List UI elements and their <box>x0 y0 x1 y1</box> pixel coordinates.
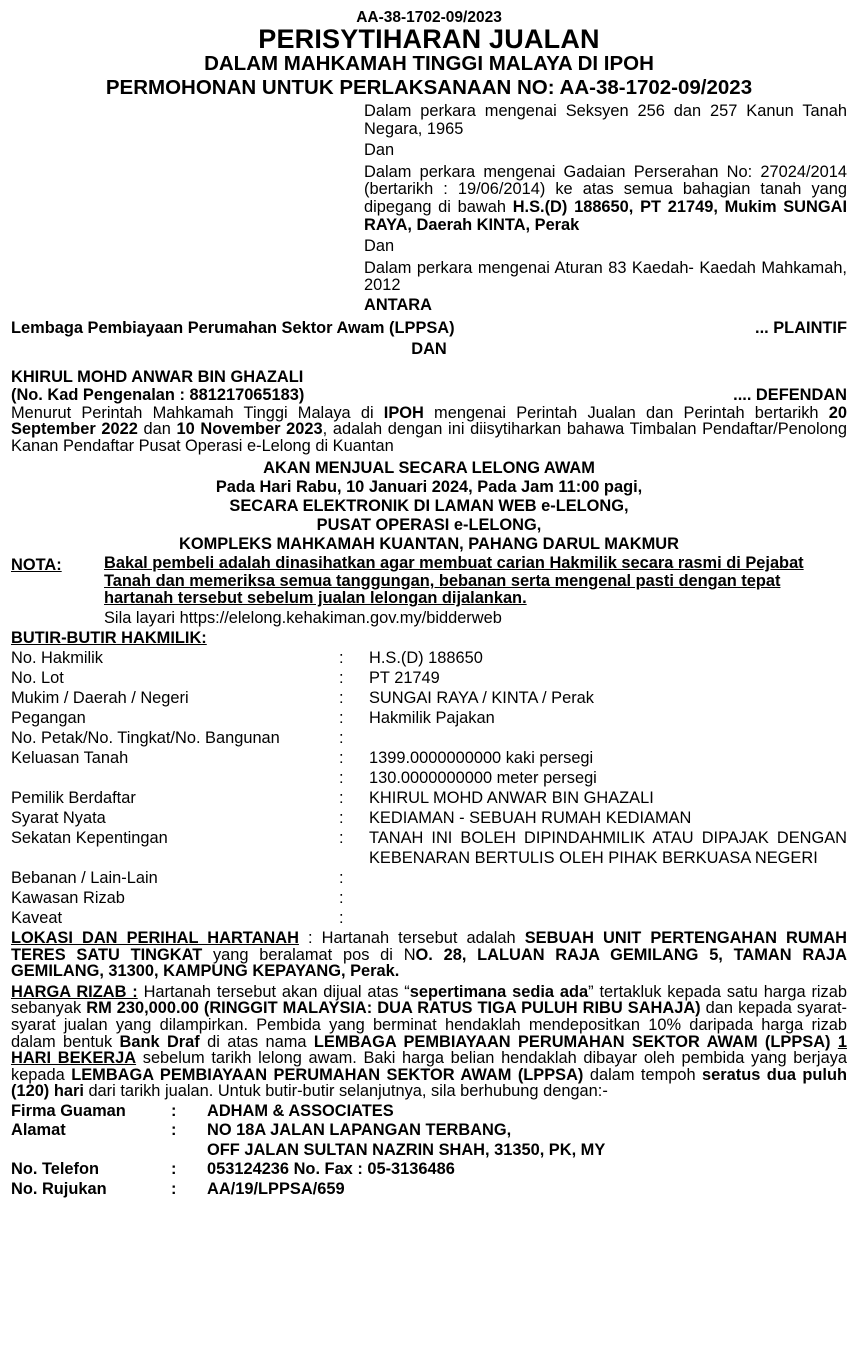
defendant-row <box>11 386 847 404</box>
contact-row-firm: Firma Guaman : ADHAM & ASSOCIATES <box>11 1102 605 1122</box>
contact-row-phone: No. Telefon : 053124236 No. Fax : 05-3136486 <box>11 1160 605 1180</box>
title-detail-value <box>369 908 847 928</box>
title-detail-value: TANAH INI BOLEH DIPINDAHMILIK ATAU DIPAJAK DENGAN KEBENARAN BERTULIS OLEH PIHAK BERKUASA NEGERI <box>369 828 847 867</box>
title-detail-key: Pegangan <box>11 708 86 727</box>
title-detail-row <box>11 828 847 868</box>
title-details-table <box>11 648 847 928</box>
nota-text: Bakal pembeli adalah dinasihatkan agar membuat carian Hakmilik secara rasmi di Pejabat Tanah dan memeriksa semua tanggungan, bebanan serta mengenal pasti dengan tepat hartanah tersebut sebelum jualan lelongan dijalankan. <box>104 554 804 608</box>
firm-phone: 053124236 No. Fax : 05-3136486 <box>207 1160 455 1179</box>
title-detail-colon: : <box>339 808 344 827</box>
title-detail-colon: : <box>339 788 344 807</box>
plaintiff-name: Lembaga Pembiayaan Perumahan Sektor Awam (LPPSA) <box>11 318 455 337</box>
sale-line-1: AKAN MENJUAL SECARA LELONG AWAM <box>263 459 595 478</box>
title-detail-key: No. Petak/No. Tingkat/No. Bangunan <box>11 728 280 747</box>
title-detail-colon: : <box>339 888 344 907</box>
firm-address: NO 18A JALAN LAPANGAN TERBANG, OFF JALAN SULTAN NAZRIN SHAH, 31350, PK, MY <box>207 1121 606 1159</box>
title-detail-value: 1399.0000000000 kaki persegi <box>369 748 594 767</box>
contact-row-address: Alamat : NO 18A JALAN LAPANGAN TERBANG, OFF JALAN SULTAN NAZRIN SHAH, 31350, PK, MY <box>11 1121 606 1159</box>
plaintiff-role: ... PLAINTIF <box>755 318 847 337</box>
title-detail-key: Kawasan Rizab <box>11 888 125 907</box>
title-detail-key: Syarat Nyata <box>11 808 106 827</box>
matter-gadaian: Dalam perkara mengenai Gadaian Perserahan No: 27024/2014 (bertarikh : 19/06/2014) ke atas semua bahagian tanah yang dipegang di bawah H.S.(D) 188650, PT 21749, Mukim SUNGAI RAYA, Daerah KINTA, Perak <box>364 162 847 234</box>
title-detail-value <box>369 868 847 888</box>
title-detail-row <box>11 908 847 928</box>
case-reference-top: AA-38-1702-09/2023 <box>356 9 502 26</box>
title-detail-row <box>11 728 847 748</box>
firm-name: ADHAM & ASSOCIATES <box>207 1101 394 1120</box>
matter-dan-1: Dan <box>364 141 395 160</box>
defendant-ic: (No. Kad Pengenalan : 881217065183) <box>11 385 305 404</box>
title-detail-key: Mukim / Daerah / Negeri <box>11 688 189 707</box>
sale-line-2: Pada Hari Rabu, 10 Januari 2024, Pada Jam 11:00 pagi, <box>215 478 643 497</box>
title-detail-colon: : <box>339 648 344 667</box>
title-detail-row <box>11 668 847 688</box>
title-detail-colon: : <box>339 868 344 887</box>
sale-line-3: SECARA ELEKTRONIK DI LAMAN WEB e-LELONG, <box>229 497 629 516</box>
reserve-price-paragraph: HARGA RIZAB : Hartanah tersebut akan dijual atas “sepertimana sedia ada” tertakluk kepada satu harga rizab sebanyak RM 230,000.00 (RINGGIT MALAYSIA: DUA RATUS TIGA PULUH RIBU SAHAJA) dan kepada syarat-syarat jualan yang dilampirkan. Pembida yang berminat hendaklah mendepositkan 10% daripada harga rizab dalam bentuk Bank Draf di atas nama LEMBAGA PEMBIAYAAN PERUMAHAN SEKTOR AWAM (LPPSA) 1 HARI BEKERJA sebelum tarikh lelong awam. Baki harga belian hendaklah dibayar oleh pembida yang berjaya kepada LEMBAGA PEMBIAYAAN PERUMAHAN SEKTOR AWAM (LPPSA) dalam tempoh seratus dua puluh (120) hari dari tarikh jualan. Untuk butir-butir selanjutnya, sila berhubung dengan:- <box>11 982 848 1101</box>
title-detail-value: 130.0000000000 meter persegi <box>369 768 597 787</box>
title-detail-value: SUNGAI RAYA / KINTA / Perak <box>369 688 594 707</box>
title-detail-row <box>11 808 847 828</box>
defendant-role: .... DEFENDAN <box>733 385 847 404</box>
matters-section <box>364 103 847 295</box>
title-detail-value <box>369 728 847 748</box>
title-detail-row <box>11 868 847 888</box>
contact-row-reference: No. Rujukan : AA/19/LPPSA/659 <box>11 1180 605 1200</box>
title-detail-colon: : <box>339 728 344 747</box>
title-detail-value: KEDIAMAN - SEBUAH RUMAH KEDIAMAN <box>369 808 692 827</box>
contact-table <box>11 1102 605 1200</box>
application-heading: PERMOHONAN UNTUK PERLAKSANAAN NO: AA-38-1702-09/2023 <box>105 76 753 99</box>
title-detail-colon: : <box>339 688 344 707</box>
location-heading: LOKASI DAN PERIHAL HARTANAH <box>11 928 299 947</box>
sale-line-5: KOMPLEKS MAHKAMAH KUANTAN, PAHANG DARUL MAKMUR <box>179 535 679 554</box>
title-details-heading: BUTIR-BUTIR HAKMILIK: <box>11 628 207 647</box>
reserve-heading: HARGA RIZAB : <box>11 982 138 1001</box>
title-detail-colon: : <box>339 828 344 847</box>
firm-reference: AA/19/LPPSA/659 <box>207 1179 345 1198</box>
title-detail-row <box>11 768 847 788</box>
title-detail-colon: : <box>339 908 344 927</box>
sale-announcement <box>11 459 847 554</box>
title-detail-value: PT 21749 <box>369 668 440 687</box>
dan-label: DAN <box>411 339 447 358</box>
title-detail-row <box>11 648 847 668</box>
title-detail-key: No. Lot <box>11 668 64 687</box>
title-detail-colon: : <box>339 668 344 687</box>
title-detail-colon: : <box>339 708 344 727</box>
title-detail-value: KHIRUL MOHD ANWAR BIN GHAZALI <box>369 788 654 807</box>
title-detail-row <box>11 708 847 728</box>
nota-section <box>11 555 847 608</box>
title-detail-key: Sekatan Kepentingan <box>11 828 168 847</box>
order-paragraph: Menurut Perintah Mahkamah Tinggi Malaya di IPOH mengenai Perintah Jualan dan Perintah bertarikh 20 September 2022 dan 10 November 2023, adalah dengan ini diisytiharkan bahawa Timbalan Pendaftar/Penolong Kanan Pendaftar Pusat Operasi e-Lelong di Kuantan <box>11 403 847 455</box>
sale-line-4: PUSAT OPERASI e-LELONG, <box>316 516 542 535</box>
title-detail-row <box>11 748 847 768</box>
matter-kanun: Dalam perkara mengenai Seksyen 256 dan 257 Kanun Tanah Negara, 1965 <box>364 102 847 138</box>
bidder-url: Sila layari https://elelong.kehakiman.gov.my/bidderweb <box>104 608 502 627</box>
title-detail-key: No. Hakmilik <box>11 648 103 667</box>
plaintiff-row <box>11 318 847 338</box>
title-detail-key: Pemilik Berdaftar <box>11 788 136 807</box>
nota-label: NOTA: <box>11 556 62 575</box>
defendant-name: KHIRUL MOHD ANWAR BIN GHAZALI <box>11 367 304 386</box>
title-detail-row <box>11 788 847 808</box>
matter-dan-2: Dan <box>364 237 395 256</box>
location-paragraph: LOKASI DAN PERIHAL HARTANAH : Hartanah tersebut adalah SEBUAH UNIT PERTENGAHAN RUMAH TERES SATU TINGKAT yang beralamat pos di NO. 28, LALUAN RAJA GEMILANG 5, TAMAN RAJA GEMILANG, 31300, KAMPUNG KEPAYANG, Perak. <box>11 928 847 981</box>
title-detail-value: H.S.(D) 188650 <box>369 648 483 667</box>
matter-aturan: Dalam perkara mengenai Aturan 83 Kaedah- Kaedah Mahkamah, 2012 <box>364 258 847 295</box>
title-detail-key: Bebanan / Lain-Lain <box>11 868 158 887</box>
page-title: PERISYTIHARAN JUALAN <box>258 24 600 54</box>
title-detail-value: Hakmilik Pajakan <box>369 708 495 727</box>
court-heading: DALAM MAHKAMAH TINGGI MALAYA DI IPOH <box>204 52 654 75</box>
title-detail-colon: : <box>339 768 344 787</box>
sale-proclamation <box>11 9 847 1199</box>
title-detail-value <box>369 888 847 908</box>
antara-label: ANTARA <box>364 295 432 314</box>
title-detail-colon: : <box>339 748 344 767</box>
title-detail-key: Keluasan Tanah <box>11 748 129 767</box>
title-detail-row <box>11 888 847 908</box>
title-detail-key <box>11 768 339 788</box>
title-detail-row <box>11 688 847 708</box>
title-detail-key: Kaveat <box>11 908 63 927</box>
